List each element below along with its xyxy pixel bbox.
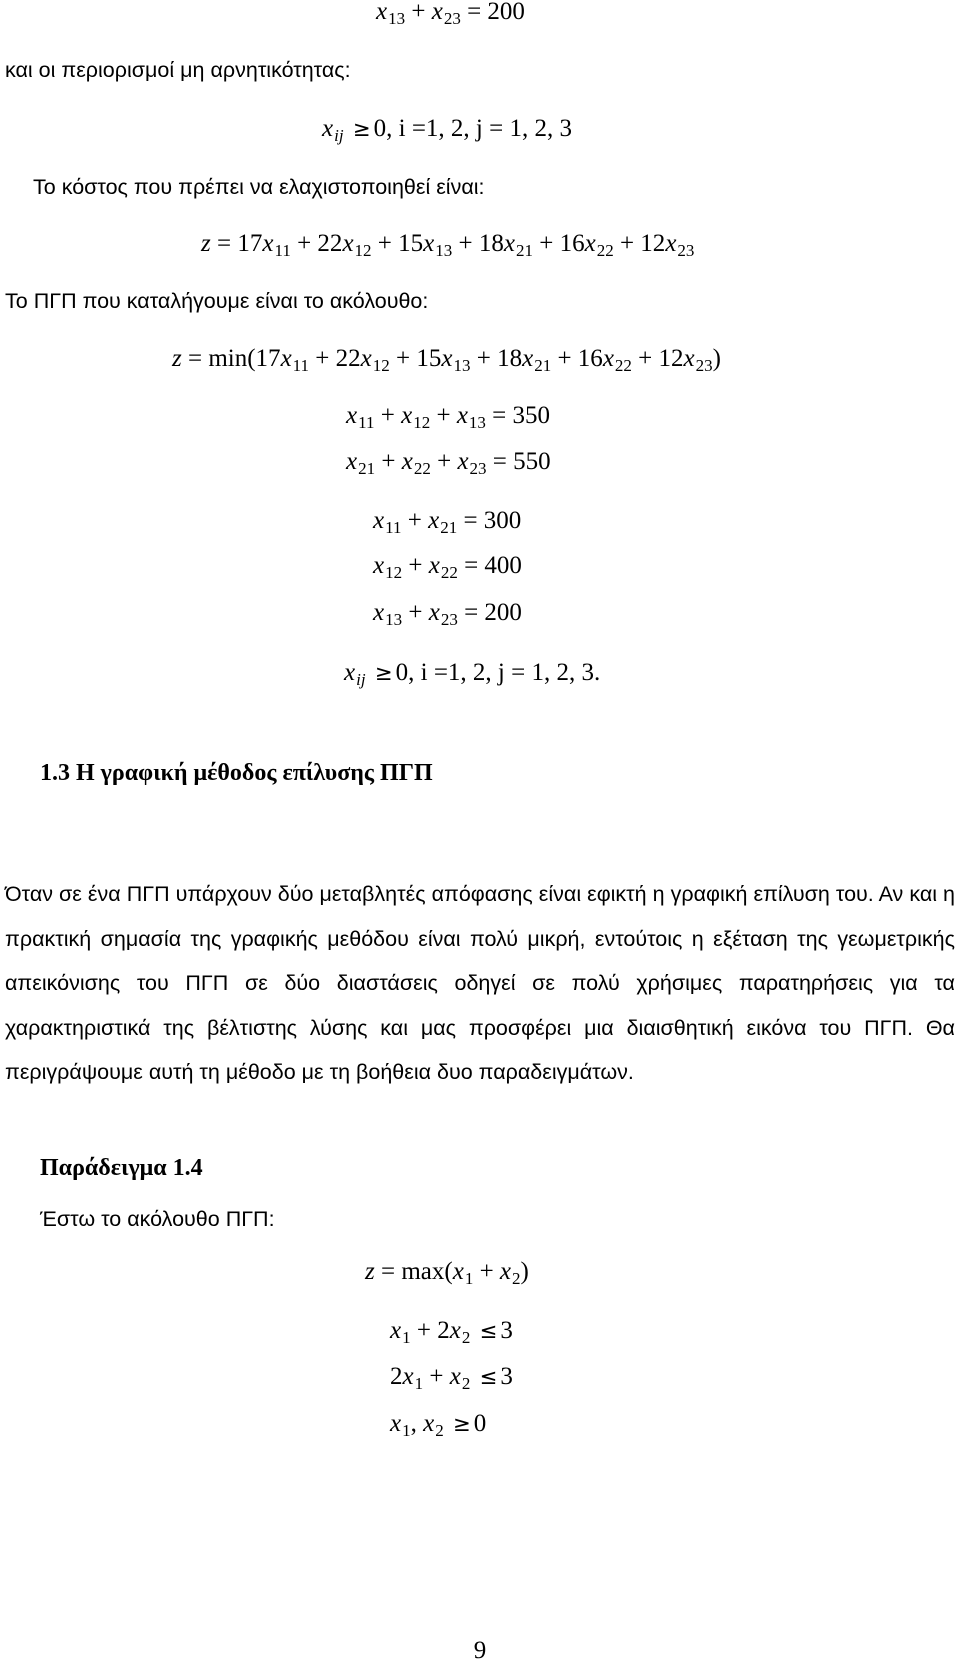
nonnegativity-label: και οι περιορισμοί μη αρνητικότητας: [5,58,351,82]
geq-icon: ≥ [374,661,393,686]
example-constraint-1: $x_1 + 2x_2 \le 3$ [390,1317,513,1347]
cost-function: $z = 17x_{11} + 22x_{12} + 15x_{13} + 18x_{21} + 16x_{22} + 12x_{23}$ [201,230,695,260]
cost-label: Το κόστος που πρέπει να ελαχιστοποιηθεί είναι: [33,175,485,199]
example-constraint-3: $x_1$, $x_2 \ge 0$ [390,1410,487,1440]
rhs: = 200 [467,0,525,25]
example-title: Παράδειγμα 1.4 [40,1155,203,1181]
page-number: 9 [473,1637,487,1664]
section-heading: 1.3 Η γραφική μέθοδος επίλυσης ΠΓΠ [40,760,433,786]
supply-constraint-1: $x_{11} + x_{12} + x_{13} = 350$ [346,402,551,432]
lp-label: Το ΠΓΠ που καταλήγουμε είναι το ακόλουθο: [5,289,429,313]
demand-constraint-3: $x_{13} + x_{23} = 200$ [373,599,522,629]
leq-icon: ≤ [479,1365,498,1390]
leq-icon: ≤ [479,1319,498,1344]
example-constraint-2: $2x_1 + x_2 \le 3$ [390,1363,513,1393]
example-objective: $z = \max(x_1 + x_2)$ [365,1258,529,1288]
constraint-x13-x23-top: $x_{13} + x_{23} = 200$ [376,0,525,28]
body-paragraph: Όταν σε ένα ΠΓΠ υπάρχουν δύο μεταβλητές απόφασης είναι εφικτή η γραφική επίλυση του. Αν και η πρακτική σημασία της γραφικής μεθόδου είναι πολύ μικρή, εντούτοις η εξέταση της γεωμετρικής απεικόνισης του ΠΓΠ σε δύο διαστάσεις οδηγεί σε πολύ χρήσιμες παρατηρήσεις για τα χαρακτηριστικά της βέλτιστης λύσης και μας προσφέρει μια διαισθητική εικόνα του ΠΓΠ. Θα περιγράψουμε αυτή τη μέθοδο με τη βοήθεια δυο παραδειγμάτων. [5,882,955,1085]
example-intro: Έστω το ακόλουθο ΠΓΠ: [40,1207,275,1231]
demand-constraint-1: $x_{11} + x_{21} = 300$ [373,507,522,537]
demand-constraint-2: $x_{12} + x_{22} = 400$ [373,552,522,582]
nonneg-text: 0, i =1, 2, j = 1, 2, 3 [373,115,572,142]
supply-constraint-2: $x_{21} + x_{22} + x_{23} = 550$ [346,448,551,478]
geq-icon: ≥ [452,1412,471,1437]
objective-function: $z = \min(17x_{11} + 22x_{12} + 15x_{13} + 18x_{21} + 16x_{22} + 12x_{23})$ [172,345,721,375]
nonnegativity-constraint: $x_{ij} \ge 0$, i =1, 2, j = 1, 2, 3 [322,115,572,145]
nonnegativity-constraint-2: $x_{ij} \ge 0$, i =1, 2, j = 1, 2, 3. [344,659,601,689]
geq-icon: ≥ [352,117,371,142]
